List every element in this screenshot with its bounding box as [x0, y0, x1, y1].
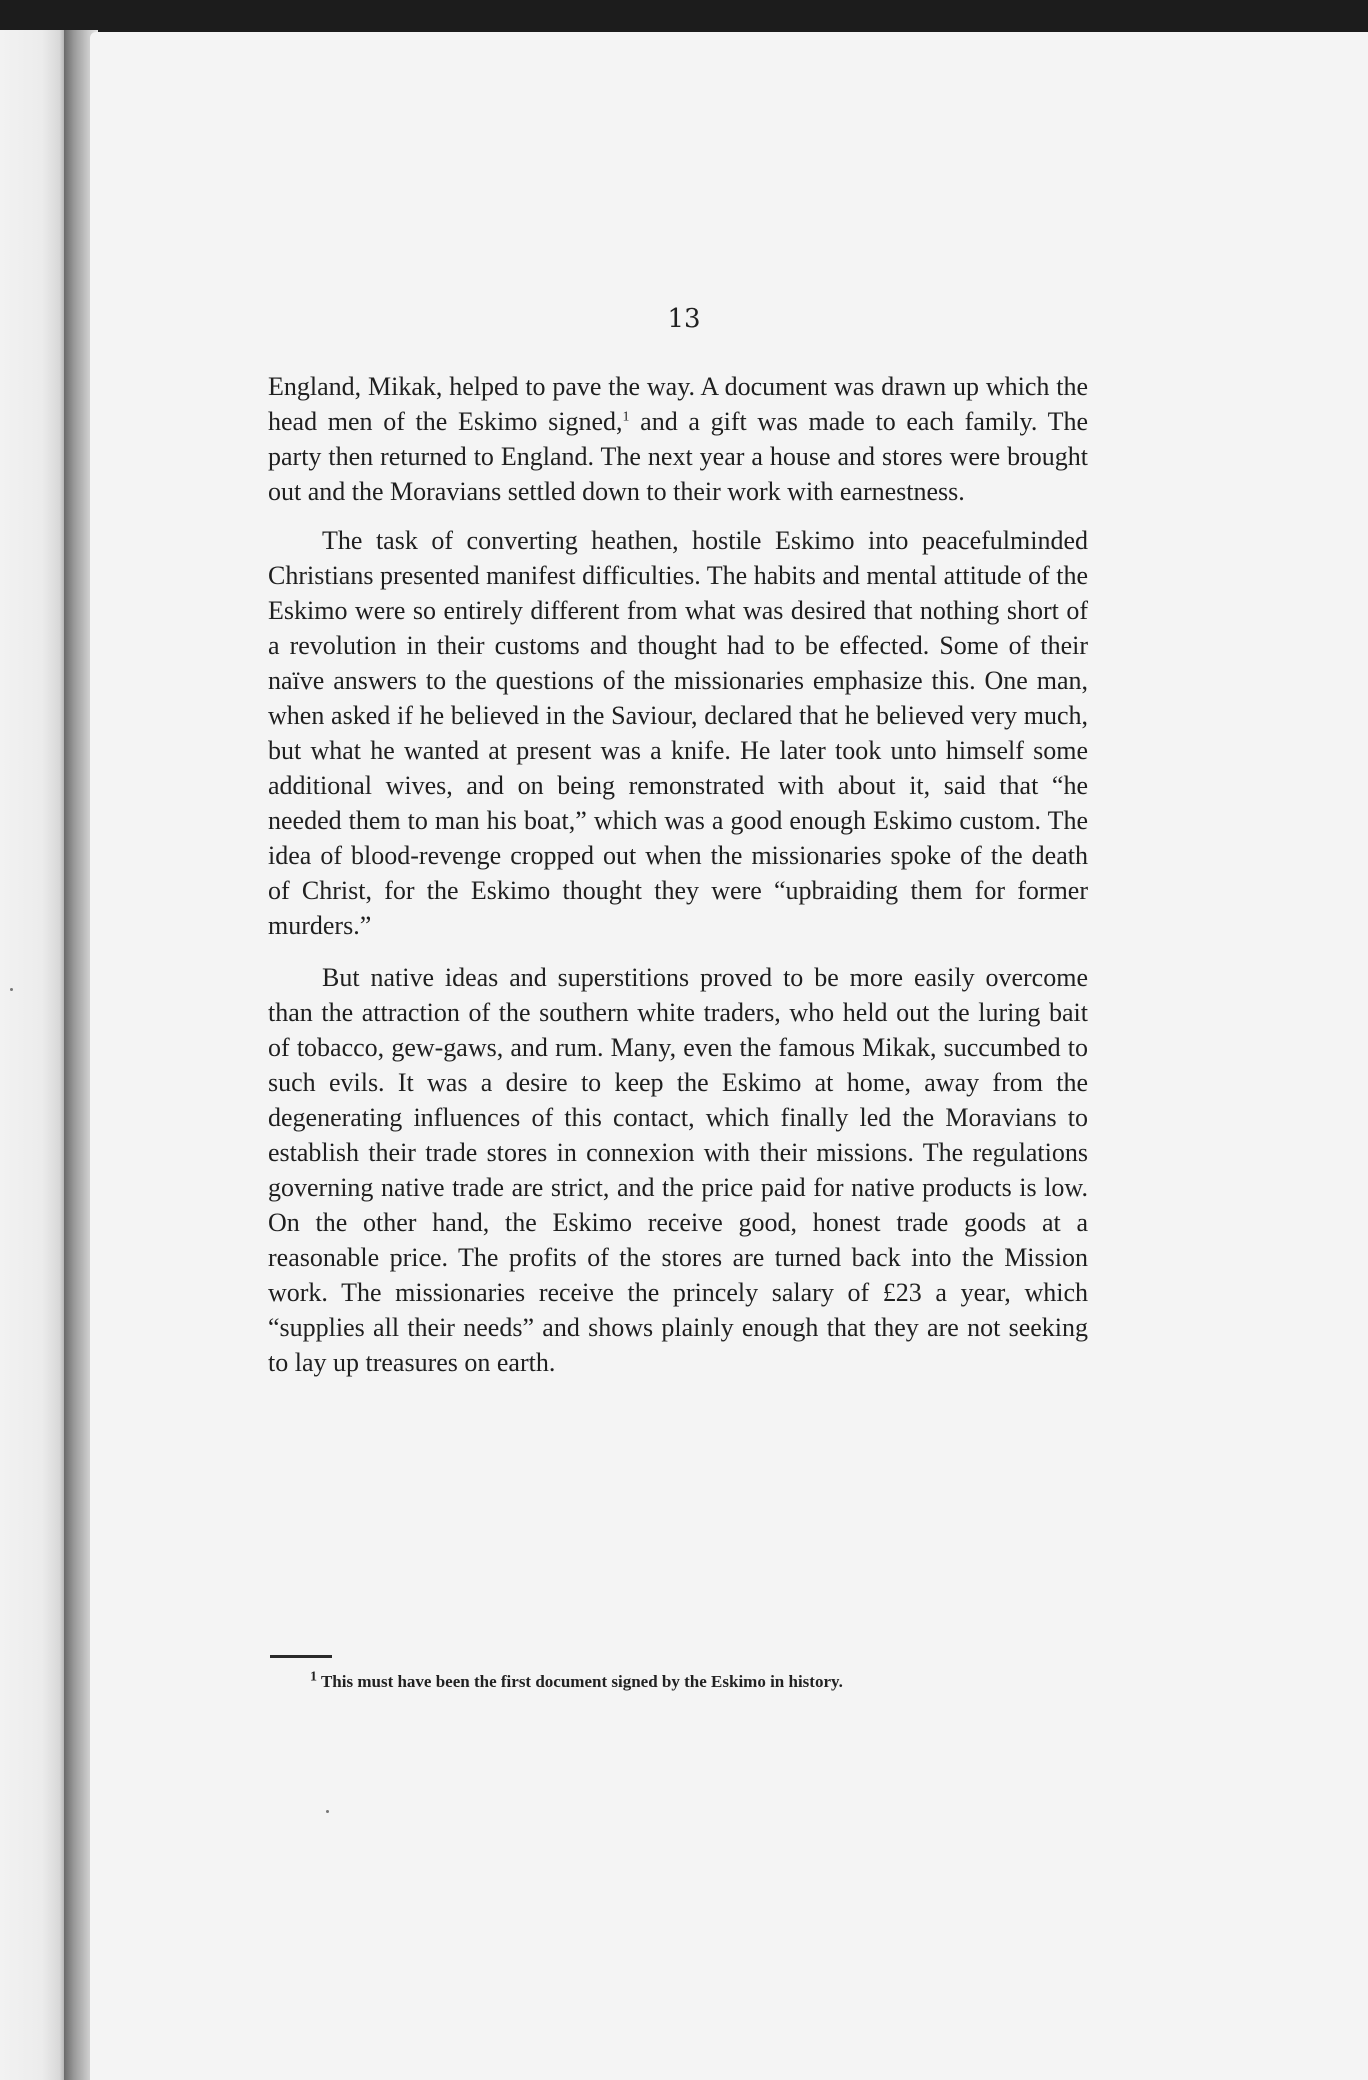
- facing-page-edge: [0, 30, 70, 2080]
- paragraph-2: The task of converting heathen, hostile Eskimo into peacefulminded Christians presented manifest difficulties. The habits and mental attitude of the Eskimo were so entirely different from what was desired that nothing short of a revolution in their customs and thought had to be effected. Some of their naïve answers to the questions of the missionaries emphasize this. One man, when asked if he believed in the Saviour, declared that he believed very much, but what he wanted at present was a knife. He later took unto himself some additional wives, and on being remonstrated with about it, said that “he needed them to man his boat,” which was a good enough Eskimo custom. The idea of blood-revenge cropped out when the missionaries spoke of the death of Christ, for the Eskimo thought they were “upbraiding them for former murders.”: [268, 526, 1089, 940]
- footnote-text: This must have been the first document signed by the Eskimo in history.: [320, 1672, 843, 1691]
- footnote: [310, 1669, 1010, 1692]
- footnote-marker: 1: [310, 1669, 317, 1685]
- footnote-reference: 1: [622, 409, 630, 425]
- footnote-rule: [270, 1655, 332, 1658]
- paragraph-1: [268, 369, 1088, 509]
- page-number: 13: [667, 304, 701, 334]
- paragraph-1-text-a: England, Mikak, helped to pave the way. A document was drawn up which the head men of the Eskimo signed,: [268, 372, 1088, 436]
- paragraph-1-text-b: and a gift was made to each family. The party then returned to England. The next year a house and stores were brought out and the Moravians settled down to their work with earnestness.: [268, 407, 1088, 506]
- body-text: [268, 369, 1088, 1380]
- paragraph-3: But native ideas and superstitions proved to be more easily overcome than the attraction of the southern white traders, who held out the luring bait of tobacco, gew-gaws, and rum. Many, even the famous Mikak, succumbed to such evils. It was a desire to keep the Eskimo at home, away from the degenerating influences of this contact, which finally led the Moravians to establish their trade stores in connexion with their missions. The regulations governing native trade are strict, and the price paid for native products is low. On the other hand, the Eskimo receive good, honest trade goods at a reasonable price. The profits of the stores are turned back into the Mission work. The missionaries receive the princely salary of £23 a year, which “supplies all their needs” and shows plainly enough that they are not seeking to lay up treasures on earth.: [268, 963, 1088, 1377]
- scan-speck: [326, 1810, 329, 1813]
- scan-speck: [10, 988, 13, 991]
